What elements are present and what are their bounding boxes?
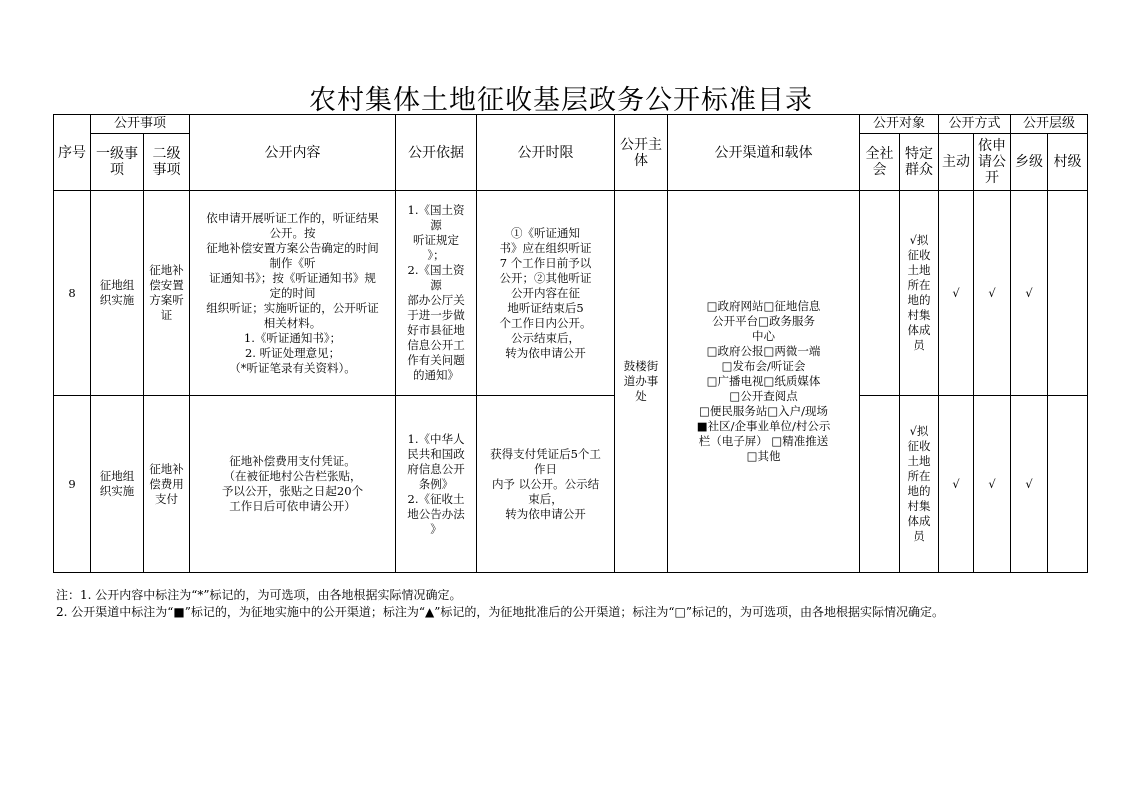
row-proactive-check: √ (939, 396, 974, 573)
header-seq: 序号 (54, 115, 91, 191)
row-content: 征地补偿费用支付凭证。 （在被征地村公告栏张贴， 予以公开，张贴之日起20个 工作日后可依申请公开） (190, 396, 396, 573)
row-basis: 1.《国土资 源 听证规定 》； 2.《国土资 源 部办公厅关 于进一步做 好市县征地 信息公开工 作有关问题 的通知》 (396, 191, 477, 396)
header-level2: 二级 事项 (144, 134, 190, 191)
table-row (54, 396, 1088, 573)
group-target: 公开对象 (860, 115, 939, 134)
row-village-check (1048, 396, 1088, 573)
header-level1: 一级事 项 (91, 134, 144, 191)
header-content: 公开内容 (190, 115, 396, 191)
footnote-2: 2. 公开渠道中标注为“■”标记的，为征地实施中的公开渠道；标注为“▲”标记的，为征地批准后的公开渠道；标注为“□”标记的，为可选项，由各地根据实际情况确定。 (56, 605, 944, 619)
row-level2: 征地补 偿费用 支付 (144, 396, 190, 573)
table-row (54, 191, 1088, 396)
row-level2: 征地补 偿安置 方案听 证 (144, 191, 190, 396)
row-basis: 1.《中华人 民共和国政 府信息公开 条例》 2.《征收土 地公告办法 》 (396, 396, 477, 573)
header-deadline: 公开时限 (477, 115, 615, 191)
row-all-society (860, 191, 900, 396)
row-content: 依申请开展听证工作的，听证结果 公开。按 征地补偿安置方案公告确定的时间 制作《听 证通知书》；按《听证通知书》规 定的时间 组织听证；实施听证的，公开听证 相关材料。 1.《听证通知书》； 2. 听证处理意见； （*听证笔录有关资料）。 (190, 191, 396, 396)
group-header-row (54, 115, 1088, 134)
row-on-request-check: √ (974, 396, 1011, 573)
row-proactive-check: √ (939, 191, 974, 396)
header-township: 乡级 (1011, 134, 1048, 191)
group-method: 公开方式 (939, 115, 1011, 134)
header-proactive: 主动 (939, 134, 974, 191)
page-title: 农村集体土地征收基层政务公开标准目录 (309, 85, 813, 116)
row-all-society (860, 396, 900, 573)
header-subject: 公开主 体 (615, 115, 668, 191)
row-level1: 征地组 织实施 (91, 396, 144, 573)
row-deadline: ①《听证通知 书》应在组织听证 7 个工作日前予以 公开；②其他听证 公开内容在征 地听证结束后5 个工作日内公开。 公示结束后， 转为依申请公开 (477, 191, 615, 396)
footnotes (56, 587, 944, 621)
row-township-check: √ (1011, 396, 1048, 573)
header-basis: 公开依据 (396, 115, 477, 191)
header-all-society: 全社 会 (860, 134, 900, 191)
catalog-table (53, 114, 1088, 573)
row-village-check (1048, 191, 1088, 396)
shared-channel: □政府网站□征地信息 公开平台□政务服务 中心 □政府公报□两微一端 □发布会/听证会 □广播电视□纸质媒体 □公开查阅点 □便民服务站□入户/现场 ■社区/企事业单位/村公示 栏（电子屏） □精准推送 □其他 (668, 191, 860, 573)
row-level1: 征地组 织实施 (91, 191, 144, 396)
header-on-request: 依申 请公 开 (974, 134, 1011, 191)
shared-subject: 鼓楼街 道办事 处 (615, 191, 668, 573)
row-on-request-check: √ (974, 191, 1011, 396)
row-specific-group: √拟 征收 土地 所在 地的 村集 体成 员 (900, 396, 939, 573)
footnote-1: 注：1. 公开内容中标注为“*”标记的，为可选项，由各地根据实际情况确定。 (56, 588, 462, 602)
row-specific-group: √拟 征收 土地 所在 地的 村集 体成 员 (900, 191, 939, 396)
row-seq: 8 (54, 191, 91, 396)
header-channel: 公开渠道和载体 (668, 115, 860, 191)
row-seq: 9 (54, 396, 91, 573)
group-items: 公开事项 (91, 115, 190, 134)
header-specific-group: 特定 群众 (900, 134, 939, 191)
header-village: 村级 (1048, 134, 1088, 191)
row-deadline: 获得支付凭证后5个工 作日 内予 以公开。公示结 束后， 转为依申请公开 (477, 396, 615, 573)
row-township-check: √ (1011, 191, 1048, 396)
group-level: 公开层级 (1011, 115, 1088, 134)
